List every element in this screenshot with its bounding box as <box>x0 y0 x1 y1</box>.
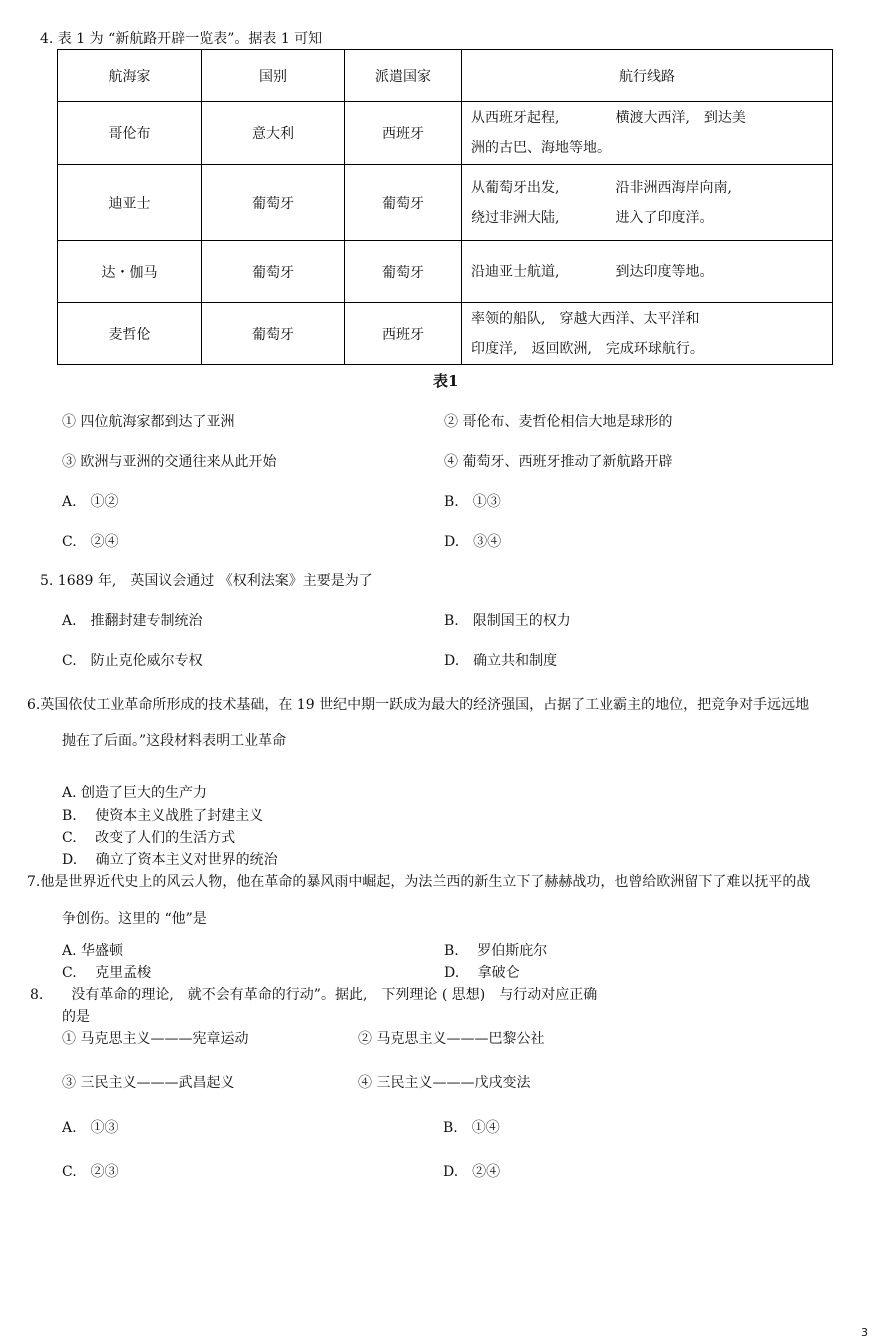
route-line-1: 沿迪亚士航道, 到达印度等地。 <box>471 263 714 280</box>
cell-navigator: 哥伦布 <box>58 102 202 165</box>
header-route: 航行线路 <box>462 50 833 102</box>
q7-option-d[interactable]: D. 拿破仑 <box>444 965 520 981</box>
cell-country: 葡萄牙 <box>202 165 345 241</box>
header-country: 国别 <box>202 50 345 102</box>
cell-sponsor: 西班牙 <box>345 303 462 365</box>
table-header-row <box>58 50 833 102</box>
question-5-stem: 5. 1689 年, 英国议会通过 《权利法案》主要是为了 <box>40 573 373 589</box>
q4-option-d[interactable]: D. ③④ <box>444 534 502 550</box>
cell-country: 葡萄牙 <box>202 303 345 365</box>
q8-option-d[interactable]: D. ②④ <box>443 1164 501 1180</box>
question-6-stem-line-2: 抛在了后面。”这段材料表明工业革命 <box>62 733 287 749</box>
header-navigator: 航海家 <box>58 50 202 102</box>
page-number: 3 <box>861 1326 868 1339</box>
cell-country: 意大利 <box>202 102 345 165</box>
cell-route <box>462 165 833 241</box>
cell-sponsor: 葡萄牙 <box>345 165 462 241</box>
cell-route <box>462 303 833 365</box>
question-7-stem-line-2: 争创伤。这里的 “他”是 <box>62 911 207 927</box>
q5-option-d[interactable]: D. 确立共和制度 <box>444 653 558 669</box>
q4-item-1: ① 四位航海家都到达了亚洲 <box>62 414 235 430</box>
q4-item-3: ③ 欧洲与亚洲的交通往来从此开始 <box>62 454 277 470</box>
q4-option-a[interactable]: A. ①② <box>62 494 119 510</box>
question-7-stem-line-1: 7.他是世界近代史上的风云人物，他在革命的暴风雨中崛起，为法兰西的新生立下了赫赫战功，也曾给欧洲留下了难以抚平的战 <box>27 874 811 890</box>
q6-option-b[interactable]: B. 使资本主义战胜了封建主义 <box>62 808 264 824</box>
q7-option-b[interactable]: B. 罗伯斯庇尔 <box>444 943 548 959</box>
q6-option-d[interactable]: D. 确立了资本主义对世界的统治 <box>62 852 278 868</box>
q5-option-a[interactable]: A. 推翻封建专制统治 <box>62 613 203 629</box>
route-line-2: 绕过非洲大陆, 进入了印度洋。 <box>471 209 714 226</box>
route-line-2: 印度洋, 返回欧洲, 完成环球航行。 <box>471 340 704 357</box>
q8-option-b[interactable]: B. ①④ <box>443 1120 500 1136</box>
q8-item-1: ① 马克思主义———宪章运动 <box>62 1031 249 1047</box>
cell-route <box>462 102 833 165</box>
q8-option-c[interactable]: C. ②③ <box>62 1164 119 1180</box>
q5-option-b[interactable]: B. 限制国王的权力 <box>444 613 571 629</box>
question-4-stem: 4. 表 1 为 “新航路开辟一览表”。据表 1 可知 <box>40 31 323 47</box>
table-row <box>58 102 833 165</box>
cell-sponsor: 葡萄牙 <box>345 241 462 303</box>
route-line-2: 洲的古巴、海地等地。 <box>471 140 611 156</box>
q5-option-c[interactable]: C. 防止克伦威尔专权 <box>62 653 203 669</box>
cell-navigator: 达・伽马 <box>58 241 202 303</box>
q8-item-3: ③ 三民主义———武昌起义 <box>62 1075 235 1091</box>
q4-option-c[interactable]: C. ②④ <box>62 534 119 550</box>
q4-item-4: ④ 葡萄牙、西班牙推动了新航路开辟 <box>444 454 673 470</box>
question-8-stem-line-1: 8. 没有革命的理论, 就不会有革命的行动”。据此, 下列理论 ( 思想) 与行动对应正确 <box>30 987 598 1003</box>
route-line-1: 从西班牙起程, 横渡大西洋, 到达美 <box>471 110 746 126</box>
cell-route <box>462 241 833 303</box>
table-caption: 表1 <box>433 372 459 390</box>
table-row <box>58 241 833 303</box>
q6-option-a[interactable]: A. 创造了巨大的生产力 <box>62 785 208 801</box>
question-6-stem-line-1: 6.英国依仗工业革命所形成的技术基础，在 19 世纪中期一跃成为最大的经济强国，占据了工业霸主的地位，把竞争对手远远地 <box>27 697 810 713</box>
q4-option-b[interactable]: B. ①③ <box>444 494 501 510</box>
q6-option-c[interactable]: C. 改变了人们的生活方式 <box>62 830 236 846</box>
cell-navigator: 麦哲伦 <box>58 303 202 365</box>
q4-item-2: ② 哥伦布、麦哲伦相信大地是球形的 <box>444 414 673 430</box>
q8-item-4: ④ 三民主义———戊戌变法 <box>358 1075 531 1091</box>
q7-option-a[interactable]: A. 华盛顿 <box>62 943 124 959</box>
header-sponsor: 派遣国家 <box>345 50 462 102</box>
table-row <box>58 303 833 365</box>
route-line-1: 率领的船队, 穿越大西洋、太平洋和 <box>471 310 700 327</box>
voyage-table <box>57 49 833 365</box>
cell-country: 葡萄牙 <box>202 241 345 303</box>
question-8-stem-line-2: 的是 <box>62 1009 90 1025</box>
cell-navigator: 迪亚士 <box>58 165 202 241</box>
table-row <box>58 165 833 241</box>
q7-option-c[interactable]: C. 克里孟梭 <box>62 965 152 981</box>
q8-option-a[interactable]: A. ①③ <box>62 1120 119 1136</box>
route-line-1: 从葡萄牙出发, 沿非洲西海岸向南, <box>471 179 732 196</box>
q8-item-2: ② 马克思主义———巴黎公社 <box>358 1031 545 1047</box>
cell-sponsor: 西班牙 <box>345 102 462 165</box>
